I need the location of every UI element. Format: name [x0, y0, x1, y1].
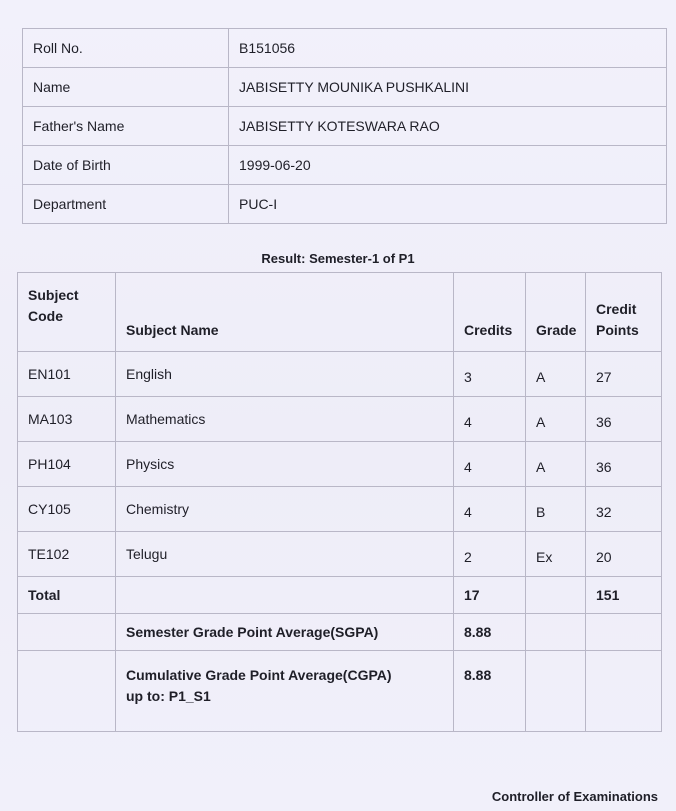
subject-grade: A: [526, 442, 586, 487]
sgpa-value: 8.88: [454, 614, 526, 651]
header-subject-name: Subject Name: [116, 273, 454, 352]
subject-name: English: [116, 352, 454, 397]
subject-points: 27: [586, 352, 662, 397]
sgpa-empty-points: [586, 614, 662, 651]
name-value: JABISETTY MOUNIKA PUSHKALINI: [229, 68, 667, 107]
table-row: [18, 487, 662, 532]
table-row: [18, 352, 662, 397]
header-points-line2: Points: [596, 322, 639, 338]
total-row: [18, 577, 662, 614]
total-empty-cell: [116, 577, 454, 614]
header-credit-points: [586, 273, 662, 352]
subject-grade: A: [526, 352, 586, 397]
total-points: 151: [586, 577, 662, 614]
subject-name: Physics: [116, 442, 454, 487]
subject-grade: B: [526, 487, 586, 532]
subject-credits: 3: [454, 352, 526, 397]
header-grade: Grade: [526, 273, 586, 352]
cgpa-label-line1: Cumulative Grade Point Average(CGPA): [126, 667, 392, 683]
sgpa-empty-grade: [526, 614, 586, 651]
roll-label: Roll No.: [23, 29, 229, 68]
total-label: Total: [18, 577, 116, 614]
subject-points: 20: [586, 532, 662, 577]
subject-code: PH104: [18, 442, 116, 487]
dob-row: [23, 146, 667, 185]
subject-points: 36: [586, 397, 662, 442]
header-code-line2: Code: [28, 308, 63, 324]
table-row: [18, 442, 662, 487]
subject-code: CY105: [18, 487, 116, 532]
dob-label: Date of Birth: [23, 146, 229, 185]
father-value: JABISETTY KOTESWARA RAO: [229, 107, 667, 146]
result-title: Result: Semester-1 of P1: [261, 251, 415, 266]
subject-credits: 4: [454, 487, 526, 532]
department-row: [23, 185, 667, 224]
cgpa-value: 8.88: [454, 651, 526, 732]
header-row: [18, 273, 662, 352]
cgpa-empty-cell: [18, 651, 116, 732]
header-points-line1: Credit: [596, 301, 637, 317]
table-row: [18, 532, 662, 577]
cgpa-empty-grade: [526, 651, 586, 732]
table-row: [18, 397, 662, 442]
total-credits: 17: [454, 577, 526, 614]
subject-code: MA103: [18, 397, 116, 442]
student-info-table: [22, 28, 667, 224]
total-grade-empty: [526, 577, 586, 614]
department-value: PUC-I: [229, 185, 667, 224]
subject-credits: 4: [454, 397, 526, 442]
subject-grade: Ex: [526, 532, 586, 577]
father-row: [23, 107, 667, 146]
header-subject-code: [18, 273, 116, 352]
cgpa-label: [116, 651, 454, 732]
subject-code: EN101: [18, 352, 116, 397]
controller-signatory: Controller of Examinations: [491, 789, 658, 804]
result-table: [17, 272, 662, 732]
header-credits: Credits: [454, 273, 526, 352]
subject-name: Mathematics: [116, 397, 454, 442]
roll-row: [23, 29, 667, 68]
subject-points: 36: [586, 442, 662, 487]
subject-credits: 2: [454, 532, 526, 577]
roll-value: B151056: [229, 29, 667, 68]
sgpa-row: [18, 614, 662, 651]
subject-grade: A: [526, 397, 586, 442]
subject-credits: 4: [454, 442, 526, 487]
department-label: Department: [23, 185, 229, 224]
name-label: Name: [23, 68, 229, 107]
cgpa-label-line2: up to: P1_S1: [126, 688, 211, 704]
cgpa-empty-points: [586, 651, 662, 732]
dob-value: 1999-06-20: [229, 146, 667, 185]
subject-name: Telugu: [116, 532, 454, 577]
subject-points: 32: [586, 487, 662, 532]
sgpa-label: Semester Grade Point Average(SGPA): [116, 614, 454, 651]
header-code-line1: Subject: [28, 287, 79, 303]
subject-name: Chemistry: [116, 487, 454, 532]
sgpa-empty-cell: [18, 614, 116, 651]
cgpa-row: [18, 651, 662, 732]
father-label: Father's Name: [23, 107, 229, 146]
subject-code: TE102: [18, 532, 116, 577]
name-row: [23, 68, 667, 107]
